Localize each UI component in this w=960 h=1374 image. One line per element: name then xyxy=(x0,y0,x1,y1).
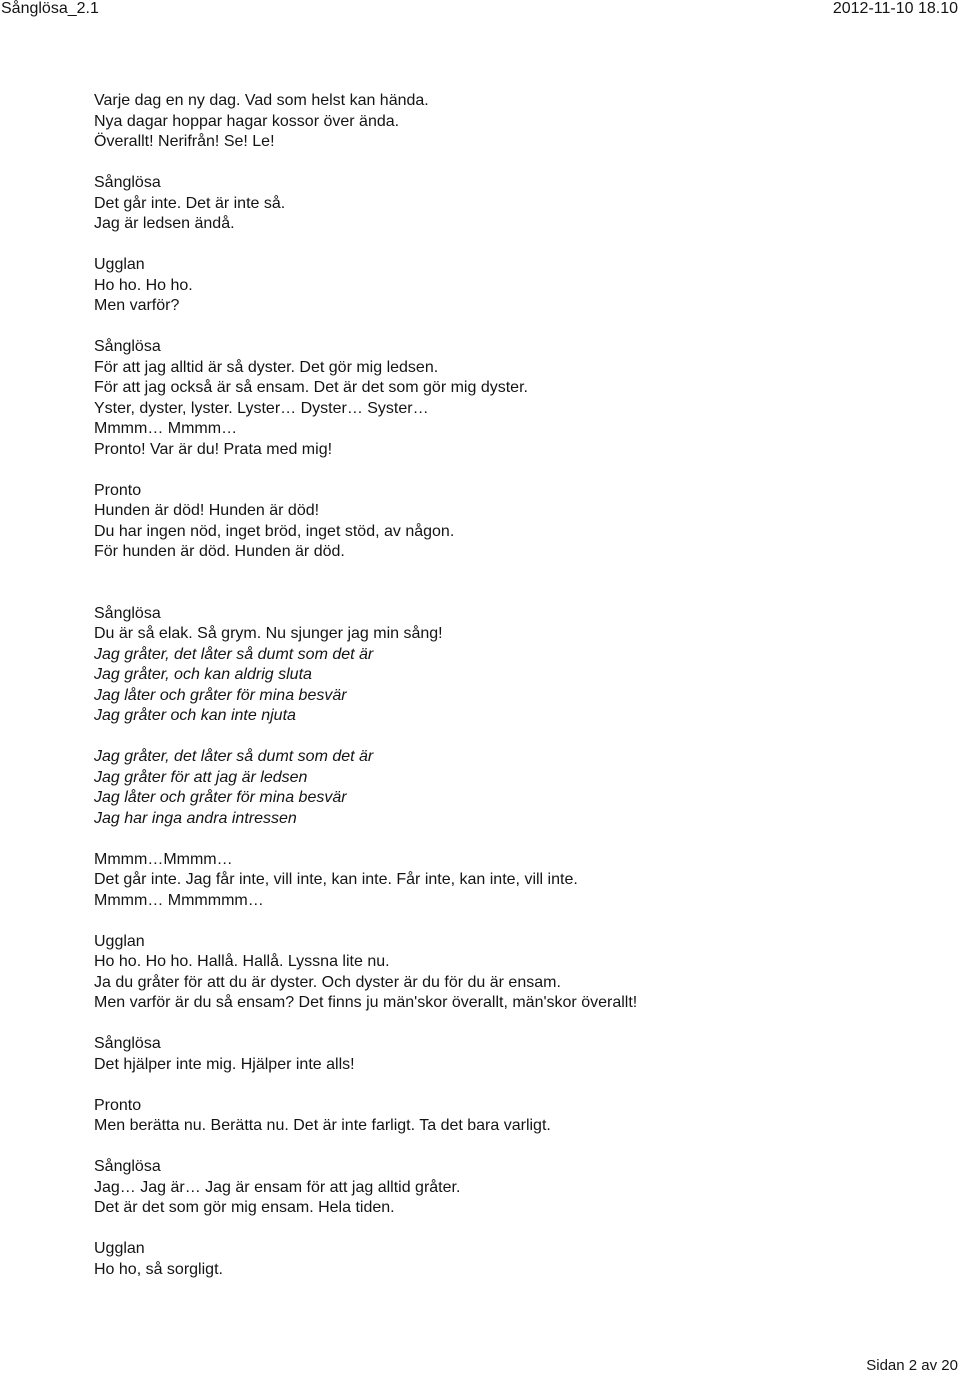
text-line: Mmmm…Mmmm… xyxy=(94,850,233,868)
text-line: Men varför? xyxy=(94,297,180,314)
text-line: Jag… Jag är… Jag är ensam för att jag alltid gråter. xyxy=(94,1178,461,1196)
text-line: Det är det som gör mig ensam. Hela tiden. xyxy=(94,1199,395,1216)
text-line: Du är så elak. Så grym. Nu sjunger jag min sång! xyxy=(94,625,443,642)
blank-line xyxy=(94,460,934,481)
blank-line xyxy=(94,829,934,850)
text-line: Ho ho. Ho ho. xyxy=(94,276,193,294)
blank-line xyxy=(94,727,934,748)
text-line: Sånglösa xyxy=(94,1035,161,1052)
text-line: Ja du gråter för att du är dyster. Och dyster är du för du är ensam. xyxy=(94,973,561,991)
page-header xyxy=(0,0,960,18)
text-line: För att jag alltid är så dyster. Det gör mig ledsen. xyxy=(94,358,439,376)
text-line: Jag låter och gråter för mina besvär xyxy=(94,789,347,806)
text-line: Sånglösa xyxy=(94,1158,161,1175)
blank-line xyxy=(94,563,934,584)
text-line: Jag gråter, det låter så dumt som det är xyxy=(94,748,374,765)
blank-line xyxy=(94,1014,934,1035)
text-line: Hunden är död! Hunden är död! xyxy=(94,502,320,519)
blank-line xyxy=(94,583,934,604)
text-line: Ugglan xyxy=(94,932,145,950)
text-line: Pronto xyxy=(94,481,142,499)
text-line: Sånglösa xyxy=(94,604,161,622)
document-title: Sånglösa_2.1 xyxy=(1,0,99,17)
text-line: Jag gråter, det låter så dumt som det är xyxy=(94,645,374,663)
text-line: Men berätta nu. Berätta nu. Det är inte farligt. Ta det bara varligt. xyxy=(94,1117,551,1134)
text-line: Jag är ledsen ändå. xyxy=(94,215,235,232)
text-line: Yster, dyster, lyster. Lyster… Dyster… Syster… xyxy=(94,399,429,417)
text-line: Jag har inga andra intressen xyxy=(94,809,297,827)
text-line: Men varför är du så ensam? Det finns ju män'skor överallt, män'skor överallt! xyxy=(94,994,638,1011)
blank-line xyxy=(94,1075,934,1096)
text-line: Sånglösa xyxy=(94,174,161,191)
text-line: Jag gråter för att jag är ledsen xyxy=(94,768,308,786)
blank-line xyxy=(94,153,934,174)
text-line: För att jag också är så ensam. Det är det som gör mig dyster. xyxy=(94,379,528,396)
blank-line xyxy=(94,1137,934,1158)
text-line: För hunden är död. Hunden är död. xyxy=(94,543,345,560)
blank-line xyxy=(94,911,934,932)
text-line: Jag gråter och kan inte njuta xyxy=(94,707,296,724)
text-line: Nya dagar hoppar hagar kossor över ända. xyxy=(94,112,400,130)
blank-line xyxy=(94,1219,934,1240)
text-line: Det går inte. Det är inte så. xyxy=(94,194,286,212)
text-line: Mmmm… Mmmmmm… xyxy=(94,891,264,909)
text-line: Ugglan xyxy=(94,256,145,273)
text-line: Överallt! Nerifrån! Se! Le! xyxy=(94,133,275,150)
lyrics-body xyxy=(94,91,934,1280)
text-line: Pronto xyxy=(94,1096,142,1114)
text-line: Sånglösa xyxy=(94,338,161,355)
blank-line xyxy=(94,235,934,256)
page-number: Sidan 2 av 20 xyxy=(866,1357,958,1374)
text-line: Pronto! Var är du! Prata med mig! xyxy=(94,440,333,458)
text-line: Jag gråter, och kan aldrig sluta xyxy=(94,666,312,683)
text-line: Ho ho, så sorgligt. xyxy=(94,1260,223,1278)
text-line: Ho ho. Ho ho. Hallå. Hallå. Lyssna lite nu. xyxy=(94,953,390,970)
blank-line xyxy=(94,317,934,338)
text-line: Jag låter och gråter för mina besvär xyxy=(94,686,347,704)
text-line: Du har ingen nöd, inget bröd, inget stöd, av någon. xyxy=(94,522,455,540)
text-line: Varje dag en ny dag. Vad som helst kan hända. xyxy=(94,92,429,109)
text-line: Det hjälper inte mig. Hjälper inte alls! xyxy=(94,1055,355,1073)
text-line: Ugglan xyxy=(94,1240,145,1257)
text-line: Mmmm… Mmmm… xyxy=(94,420,238,437)
text-line: Det går inte. Jag får inte, vill inte, kan inte. Får inte, kan inte, vill inte. xyxy=(94,871,578,888)
document-date: 2012-11-10 18.10 xyxy=(832,0,958,17)
